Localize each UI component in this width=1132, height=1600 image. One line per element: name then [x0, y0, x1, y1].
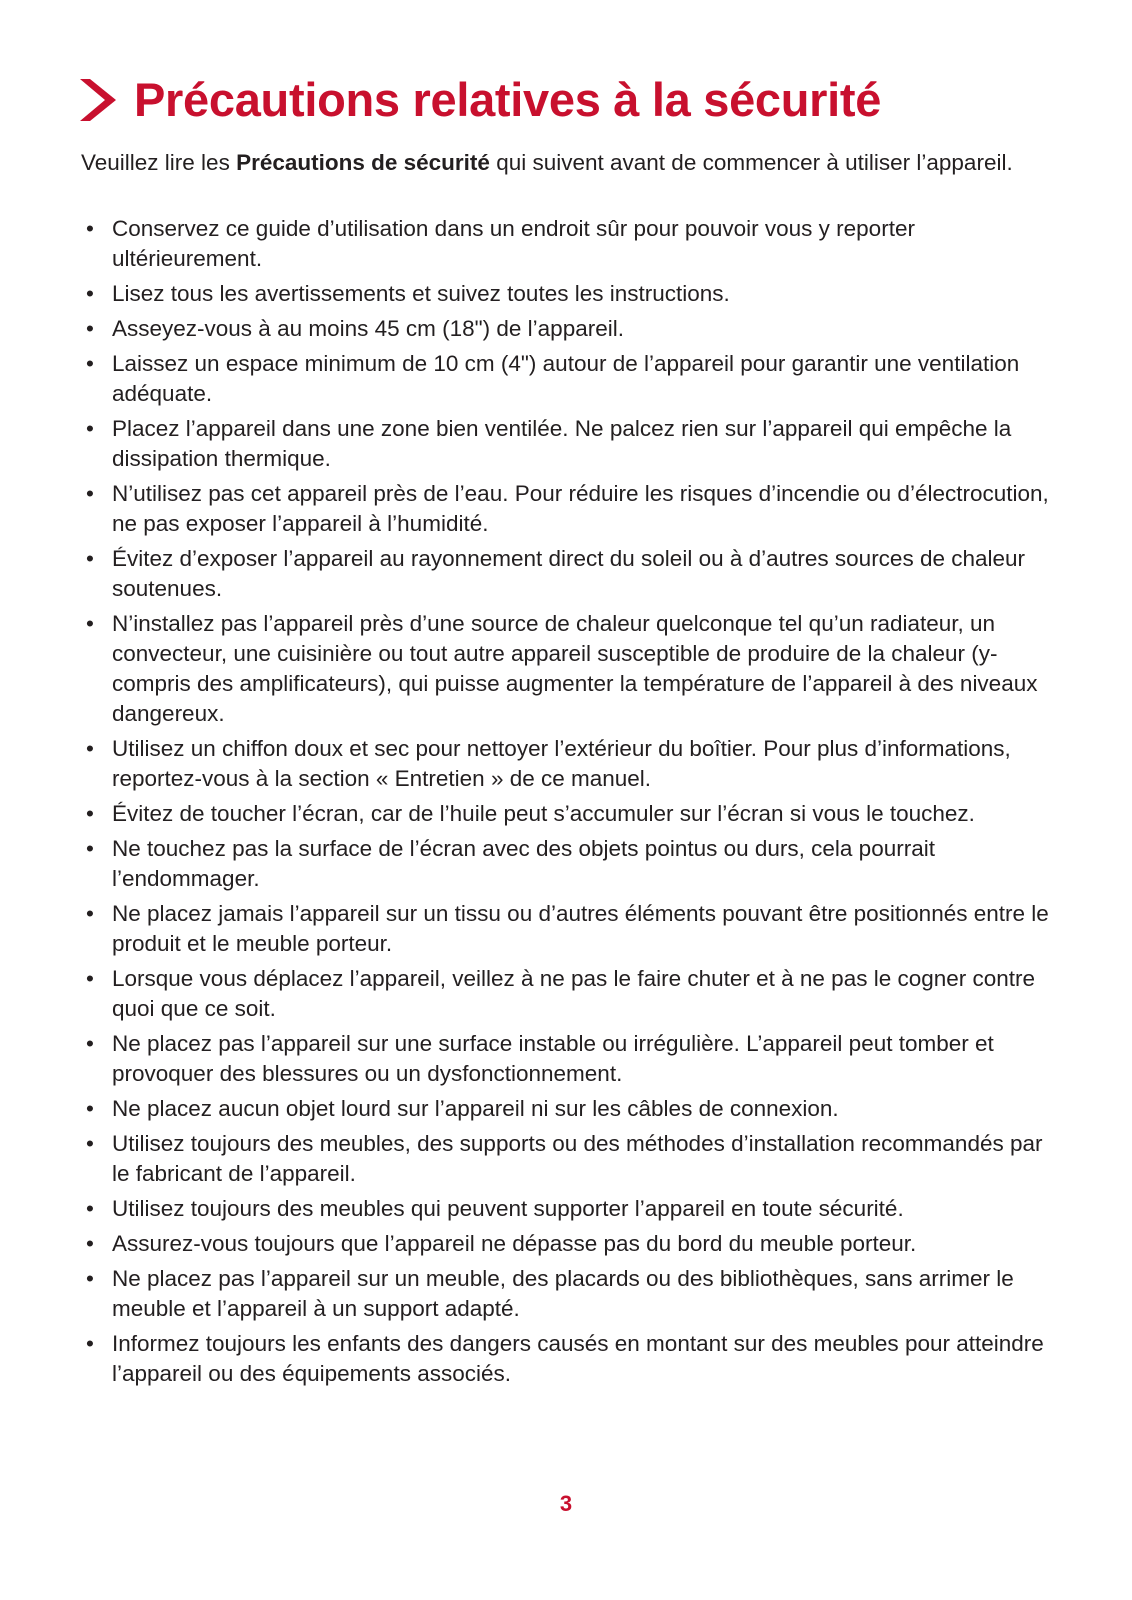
list-item	[86, 1094, 1061, 1124]
list-item-text: Ne placez pas l’appareil sur un meuble, des placards ou des bibliothèques, sans arrimer le meuble et l’appareil à un support adapté.	[112, 1266, 1014, 1321]
intro-paragraph	[81, 148, 1061, 178]
list-item-text: Assurez-vous toujours que l’appareil ne dépasse pas du bord du meuble porteur.	[112, 1231, 917, 1256]
list-item-text: Conservez ce guide d’utilisation dans un endroit sûr pour pouvoir vous y reporter ultérieurement.	[112, 216, 915, 271]
list-item-text: Asseyez-vous à au moins 45 cm (18") de l’appareil.	[112, 316, 624, 341]
bullet-marker: •	[86, 1131, 94, 1156]
bullet-marker: •	[86, 481, 94, 506]
list-item-text: Utilisez un chiffon doux et sec pour nettoyer l’extérieur du boîtier. Pour plus d’informations, reportez-vous à la section « Entretien » de ce manuel.	[112, 736, 1011, 791]
list-item	[86, 214, 1061, 274]
list-item-text: Ne placez aucun objet lourd sur l’appareil ni sur les câbles de connexion.	[112, 1096, 839, 1121]
bullet-marker: •	[86, 1266, 94, 1291]
list-item-text: Utilisez toujours des meubles qui peuvent supporter l’appareil en toute sécurité.	[112, 1196, 904, 1221]
list-item-text: Utilisez toujours des meubles, des supports ou des méthodes d’installation recommandés par le fabricant de l’appareil.	[112, 1131, 1043, 1186]
list-item	[86, 609, 1061, 729]
intro-text-after: qui suivent avant de commencer à utiliser l’appareil.	[489, 150, 1013, 175]
bullet-marker: •	[86, 216, 94, 241]
list-item	[86, 414, 1061, 474]
list-item	[86, 834, 1061, 894]
bullet-marker: •	[86, 546, 94, 571]
bullet-marker: •	[86, 1096, 94, 1121]
intro-bold-term: Précautions de sécurité	[236, 150, 490, 175]
bullet-marker: •	[86, 801, 94, 826]
list-item-text: Évitez d’exposer l’appareil au rayonnement direct du soleil ou à d’autres sources de chaleur soutenues.	[112, 546, 1026, 601]
list-item	[86, 1129, 1061, 1189]
bullet-marker: •	[86, 1196, 94, 1221]
list-item	[86, 899, 1061, 959]
list-item-text: Placez l’appareil dans une zone bien ventilée. Ne palcez rien sur l’appareil qui empêche la dissipation thermique.	[112, 416, 1012, 471]
chevron-right-icon	[80, 75, 118, 125]
list-item-text: Lorsque vous déplacez l’appareil, veillez à ne pas le faire chuter et à ne pas le cogner contre quoi que ce soit.	[112, 966, 1036, 1021]
list-item-text: Lisez tous les avertissements et suivez toutes les instructions.	[112, 281, 730, 306]
bullet-marker: •	[86, 901, 94, 926]
page-number: 3	[559, 1491, 573, 1516]
list-item-text: Laissez un espace minimum de 10 cm (4") autour de l’appareil pour garantir une ventilation adéquate.	[112, 351, 1020, 406]
list-item	[86, 349, 1061, 409]
list-item-text: N’utilisez pas cet appareil près de l’eau. Pour réduire les risques d’incendie ou d’électrocution, ne pas exposer l’appareil à l’humidité.	[112, 481, 1049, 536]
bullet-marker: •	[86, 1231, 94, 1256]
list-item-text: Ne touchez pas la surface de l’écran avec des objets pointus ou durs, cela pourrait l’endommager.	[112, 836, 935, 891]
list-item	[86, 1264, 1061, 1324]
bullet-marker: •	[86, 281, 94, 306]
list-item	[86, 544, 1061, 604]
list-item-text: Ne placez pas l’appareil sur une surface instable ou irrégulière. L’appareil peut tomber et provoquer des blessures ou un dysfonctionnement.	[112, 1031, 994, 1086]
list-item	[86, 734, 1061, 794]
list-item	[86, 314, 1061, 344]
bullet-marker: •	[86, 1031, 94, 1056]
precautions-list	[86, 214, 1061, 1394]
bullet-marker: •	[86, 736, 94, 761]
bullet-marker: •	[86, 966, 94, 991]
list-item-text: Informez toujours les enfants des dangers causés en montant sur des meubles pour atteindre l’appareil ou des équipements associés.	[112, 1331, 1044, 1386]
list-item	[86, 964, 1061, 1024]
bullet-marker: •	[86, 416, 94, 441]
bullet-marker: •	[86, 611, 94, 636]
bullet-marker: •	[86, 351, 94, 376]
bullet-marker: •	[86, 316, 94, 341]
intro-text-before: Veuillez lire les	[81, 150, 237, 175]
list-item-text: Ne placez jamais l’appareil sur un tissu ou d’autres éléments pouvant être positionnés entre le produit et le meuble porteur.	[112, 901, 1049, 956]
list-item-text: Évitez de toucher l’écran, car de l’huile peut s’accumuler sur l’écran si vous le touchez.	[112, 801, 975, 826]
list-item	[86, 1229, 1061, 1259]
list-item	[86, 799, 1061, 829]
list-item	[86, 1194, 1061, 1224]
list-item-text: N’installez pas l’appareil près d’une source de chaleur quelconque tel qu’un radiateur, un convecteur, une cuisinière ou tout autre appareil susceptible de produire de la chaleur (y-compris des amplificateurs), qui puisse augmenter la température de l’appareil à des niveaux dangereux.	[112, 611, 1038, 726]
list-item	[86, 279, 1061, 309]
list-item	[86, 479, 1061, 539]
list-item	[86, 1029, 1061, 1089]
bullet-marker: •	[86, 1331, 94, 1356]
page-header	[80, 72, 881, 127]
list-item	[86, 1329, 1061, 1389]
bullet-marker: •	[86, 836, 94, 861]
page-title: Précautions relatives à la sécurité	[134, 73, 882, 126]
